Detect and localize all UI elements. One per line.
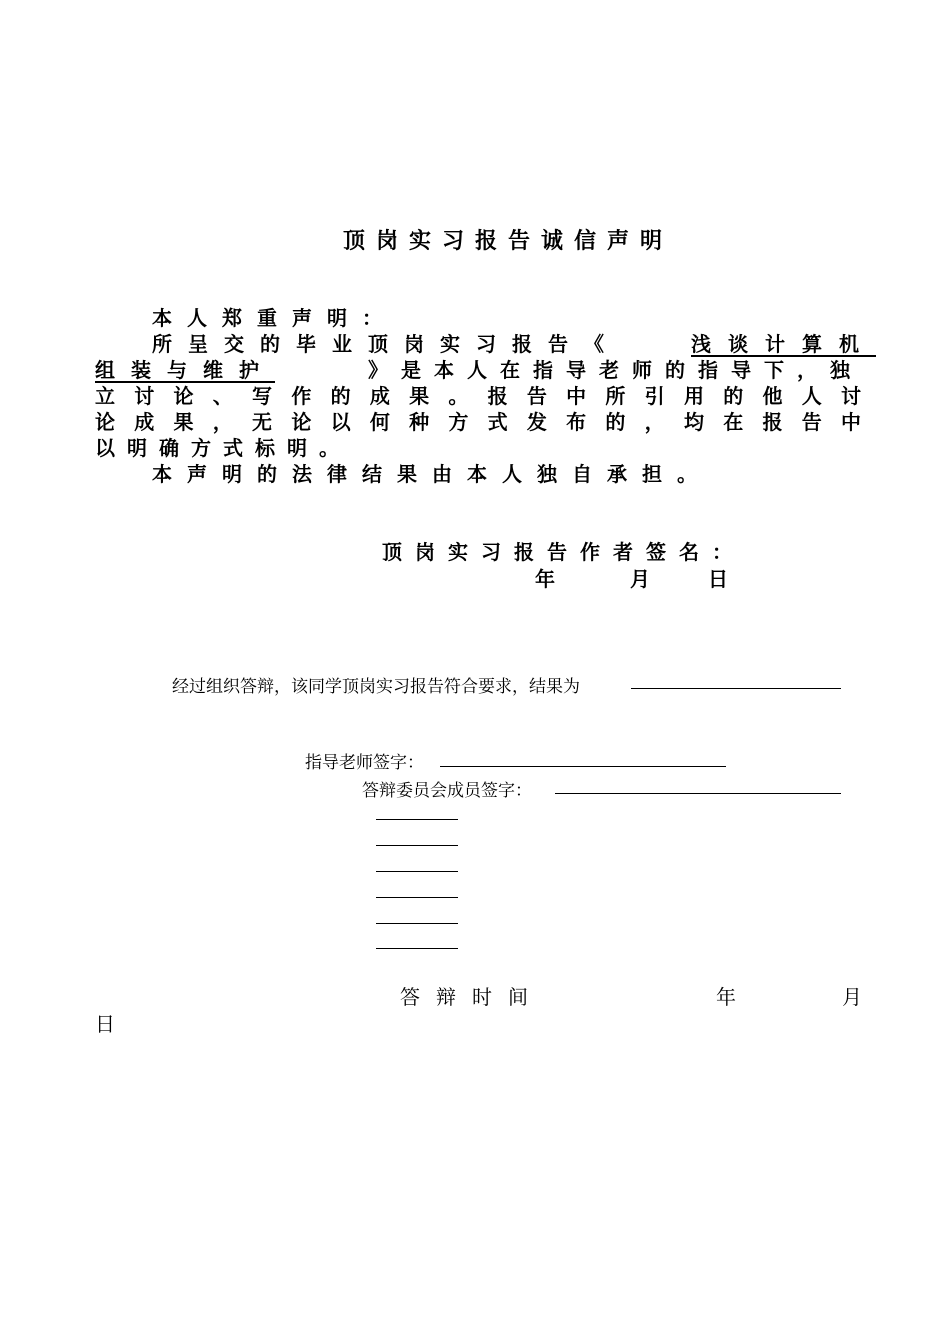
defense-date-month: 月 — [842, 985, 862, 1009]
author-date-year: 年 — [535, 567, 555, 591]
declaration-line-1 — [152, 331, 880, 357]
declaration-intro: 本人郑重声明： — [152, 306, 397, 330]
defense-time-label: 答辩时间 — [400, 985, 544, 1009]
declaration-line-1-prefix: 所呈交的毕业顶岗实习报告《 — [152, 332, 620, 356]
committee-member-line[interactable] — [376, 897, 458, 898]
committee-member-line[interactable] — [376, 923, 458, 924]
declaration-line-2-suffix: 》是本人在指导老师的指导下，独 — [368, 358, 863, 382]
committee-signature-label: 答辩委员会成员签字： — [362, 781, 532, 801]
advisor-signature-label: 指导老师签字： — [305, 753, 424, 773]
committee-member-line[interactable] — [376, 871, 458, 872]
author-signature-label: 顶岗实习报告作者签名： — [382, 540, 745, 564]
declaration-legal: 本声明的法律结果由本人独自承担。 — [152, 462, 712, 486]
author-date-month: 月 — [630, 567, 650, 591]
committee-signature-line[interactable] — [555, 793, 841, 794]
declaration-line-3: 立讨论、写作的成果。报告中所引用的他人讨 — [95, 384, 863, 408]
declaration-line-5: 以明确方式标明。 — [95, 436, 351, 460]
report-title-part-2: 组装与维护 — [95, 358, 275, 382]
page-title: 顶岗实习报告诚信声明 — [342, 229, 673, 254]
defense-date-year: 年 — [716, 985, 736, 1009]
report-title-part-1: 浅谈计算机 — [691, 332, 876, 356]
committee-member-line[interactable] — [376, 819, 458, 820]
author-date-day: 日 — [708, 567, 728, 591]
defense-date-day: 日 — [95, 1012, 115, 1036]
committee-member-line[interactable] — [376, 845, 458, 846]
declaration-line-2 — [95, 357, 863, 383]
committee-member-line[interactable] — [376, 948, 458, 949]
defense-result-text: 经过组织答辩，该同学顶岗实习报告符合要求，结果为 — [172, 677, 580, 697]
declaration-line-4: 论成果，无论以何种方式发布的，均在报告中 — [95, 410, 863, 434]
advisor-signature-line[interactable] — [440, 766, 726, 767]
defense-result-line[interactable] — [631, 688, 841, 689]
